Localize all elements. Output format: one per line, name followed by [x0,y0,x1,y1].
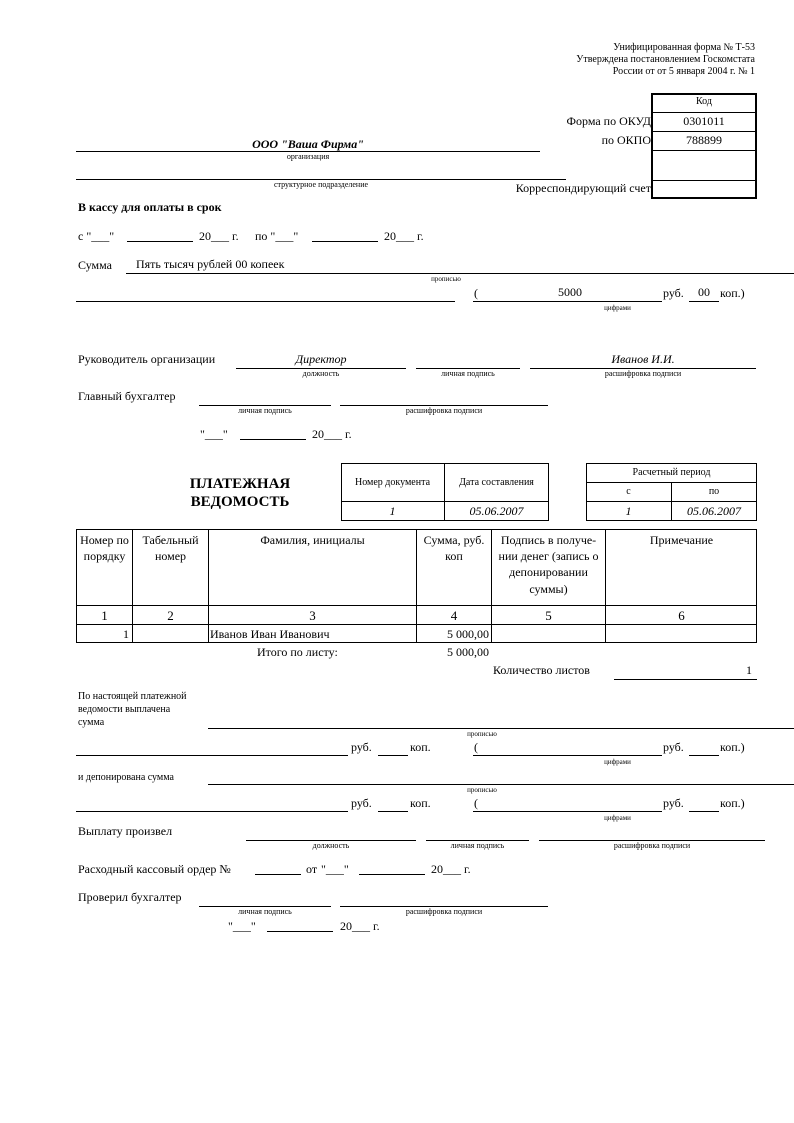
okpo-value: 788899 [686,133,722,147]
paid-label-line1: По настоящей платежной [78,691,187,702]
period-to-value: 05.06.2007 [687,504,741,518]
cash-order-label: Расходный кассовый ордер № [78,862,231,876]
period-from-value: 1 [625,504,632,518]
paid-digits-caption: цифрами [604,758,631,766]
col-number-4: 4 [450,608,458,623]
paid-label-line3: сумма [78,717,105,728]
col-header-tabnumber: Табельный номер [142,533,199,564]
chief-decode-caption: расшифровка подписи [405,406,483,415]
okpo-label: по ОКПО [601,133,651,147]
doc-title-line2: ВЕДОМОСТЬ [190,494,290,510]
deposit-words-caption: прописью [467,786,497,794]
kassa-from-date: с "___" [78,229,115,243]
paid-rub2: руб. [663,740,684,754]
period-to-header: по [708,486,720,497]
organization-caption: организация [286,152,330,161]
checked-sign-caption: личная подпись [238,907,292,916]
payer-position-caption: должность [312,841,350,850]
sum-rub: руб. [663,286,684,300]
col-number-1: 1 [101,608,108,623]
checked-decode-caption: расшифровка подписи [405,907,483,916]
head-name: Иванов И.И. [611,352,675,366]
doc-number-header: Номер документа [354,477,431,488]
total-label: Итого по листу: [257,645,338,659]
paid-words-caption: прописью [467,730,497,738]
kassa-year2: 20___ г. [384,229,424,243]
kassa-to-date: по "___" [255,229,299,243]
corr-account-label: Корреспондирующий счет [515,181,651,195]
row-number: 1 [123,627,129,641]
head-sign-caption: личная подпись [441,369,495,378]
chief-year: 20___ г. [312,427,352,441]
chief-sign-caption: личная подпись [238,406,292,415]
head-position-caption: должность [302,369,340,378]
chief-accountant-label: Главный бухгалтер [78,389,176,403]
col-header-number: Номер по порядку [80,533,129,564]
row-sum: 5 000,00 [447,627,489,641]
deposit-digits-caption: цифрами [604,814,631,822]
payer-label: Выплату произвел [78,824,173,838]
paid-kop: коп. [410,740,431,754]
sum-open-paren: ( [474,286,478,300]
period-header: Расчетный период [632,467,711,478]
payer-decode-caption: расшифровка подписи [613,841,691,850]
chief-date-quote: "___" [200,427,228,441]
head-position: Директор [295,352,347,366]
col-number-5: 5 [545,608,552,623]
paid-kop2: коп.) [720,740,745,754]
sum-digits-caption: цифрами [604,304,631,312]
period-from-header: с [626,486,631,497]
kassa-year1: 20___ г. [199,229,239,243]
deposit-kop2: коп.) [720,796,745,810]
paid-open-paren: ( [474,740,478,754]
doc-date-value: 05.06.2007 [469,504,524,518]
total-value: 5 000,00 [447,645,489,659]
doc-date-header: Дата составления [459,477,534,488]
checked-label: Проверил бухгалтер [78,890,182,904]
sum-kop: коп.) [720,286,745,300]
deposit-rub: руб. [351,796,372,810]
division-caption: структурное подразделение [273,180,369,189]
organization-name: ООО "Ваша Фирма" [252,137,364,151]
deposit-label: и депонирована сумма [78,772,174,783]
sum-in-words: Пять тысяч рублей 00 копеек [136,257,285,271]
row-employee-name: Иванов Иван Иванович [210,627,330,641]
sum-words-caption: прописью [431,275,461,283]
doc-title-line1: ПЛАТЕЖНАЯ [189,476,291,492]
col-header-note: Примечание [649,533,714,547]
okud-label: Форма по ОКУД [566,114,651,128]
paid-label-line2: ведомости выплачена [78,704,171,715]
head-decode-caption: расшифровка подписи [604,369,682,378]
form-decree-line: России от от 5 января 2004 г. № 1 [612,66,755,77]
col-number-6: 6 [678,608,685,623]
deposit-open-paren: ( [474,796,478,810]
deposit-kop: коп. [410,796,431,810]
col-header-name: Фамилия, инициалы [260,533,365,547]
deposit-rub2: руб. [663,796,684,810]
sheets-label: Количество листов [493,663,590,677]
paid-rub: руб. [351,740,372,754]
kassa-title: В кассу для оплаты в срок [78,200,222,214]
col-number-2: 2 [167,608,174,623]
cash-order-from: от [306,862,318,876]
form-approval-line: Утверждена постановлением Госкомстата [576,54,755,65]
form-number-line: Унифицированная форма № Т-53 [613,42,755,53]
sheets-value: 1 [746,663,752,677]
head-label: Руководитель организации [78,352,216,366]
sum-kop-value: 00 [698,285,710,299]
sum-label: Сумма [78,258,112,272]
cash-order-year: 20___ г. [431,862,471,876]
doc-number-value: 1 [389,504,396,518]
sum-digits: 5000 [558,285,582,299]
col-header-sum: Сумма, руб. коп [423,533,485,564]
okud-value: 0301011 [683,114,725,128]
kod-header: Код [696,96,712,107]
col-header-signature: Подпись в получе-нии денег (запись о депонировании суммы) [498,533,599,596]
col-number-3: 3 [309,608,316,623]
checked-date-quote: "___" [228,919,256,933]
checked-year: 20___ г. [340,919,380,933]
cash-order-quote: "___" [321,862,349,876]
payer-sign-caption: личная подпись [450,841,505,850]
